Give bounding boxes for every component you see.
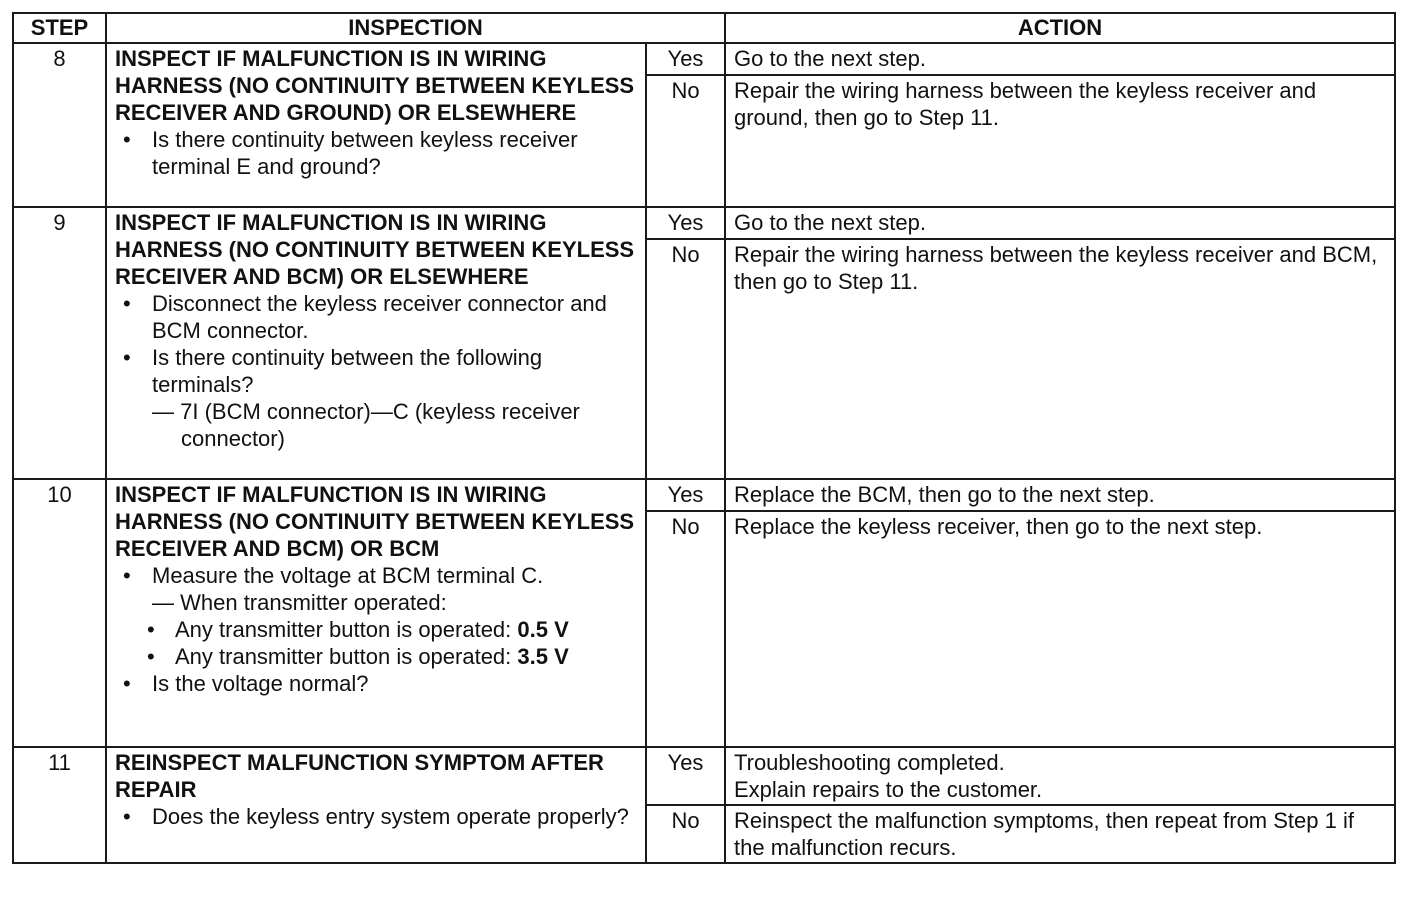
- step-number: 8: [13, 43, 106, 207]
- no-action: Repair the wiring harness between the keyless receiver and BCM, then go to Step 11.: [725, 239, 1395, 479]
- step-number: 11: [13, 747, 106, 863]
- header-step: STEP: [13, 13, 106, 43]
- table-row: [13, 479, 1395, 511]
- yes-action: Go to the next step.: [725, 43, 1395, 75]
- bullet-item: • Measure the voltage at BCM terminal C.: [115, 562, 637, 589]
- table-row: [13, 747, 1395, 805]
- bullet-item: • Does the keyless entry system operate properly?: [115, 803, 637, 830]
- dash-item: — 7I (BCM connector)—C (keyless receiver: [152, 399, 580, 424]
- inspection-cell: [106, 479, 646, 747]
- bullet-item: • Disconnect the keyless receiver connector and BCM connector.: [115, 290, 637, 344]
- yes-label: Yes: [646, 747, 725, 805]
- yes-label: Yes: [646, 207, 725, 239]
- inspection-heading: INSPECT IF MALFUNCTION IS IN WIRING HARNESS (NO CONTINUITY BETWEEN KEYLESS RECEIVER AND BCM) OR ELSEWHERE: [115, 210, 635, 289]
- inspection-heading: INSPECT IF MALFUNCTION IS IN WIRING HARNESS (NO CONTINUITY BETWEEN KEYLESS RECEIVER AND GROUND) OR ELSEWHERE: [115, 46, 635, 125]
- header-action: ACTION: [725, 13, 1395, 43]
- no-label: No: [646, 239, 725, 479]
- yes-action: Go to the next step.: [725, 207, 1395, 239]
- sub-bullet-item: [115, 616, 637, 643]
- inspection-heading: INSPECT IF MALFUNCTION IS IN WIRING HARNESS (NO CONTINUITY BETWEEN KEYLESS RECEIVER AND BCM) OR BCM: [115, 482, 635, 561]
- voltage-value: 3.5 V: [517, 644, 569, 669]
- no-label: No: [646, 75, 725, 207]
- yes-action-line: Troubleshooting completed.: [734, 750, 1005, 775]
- no-label: No: [646, 511, 725, 747]
- no-action: Repair the wiring harness between the keyless receiver and ground, then go to Step 11.: [725, 75, 1395, 207]
- yes-action: Replace the BCM, then go to the next step.: [725, 479, 1395, 511]
- inspection-bullets: [115, 290, 637, 398]
- inspection-bullets: [115, 562, 637, 589]
- dash-item-continuation: connector): [181, 426, 285, 451]
- step-number: 10: [13, 479, 106, 747]
- no-action: Reinspect the malfunction symptoms, then repeat from Step 1 if the malfunction recurs.: [725, 805, 1395, 863]
- table-row: [13, 43, 1395, 75]
- yes-label: Yes: [646, 479, 725, 511]
- bullet-item: • Is there continuity between the following terminals?: [115, 344, 637, 398]
- dash-item: — When transmitter operated:: [152, 590, 447, 615]
- no-label: No: [646, 805, 725, 863]
- troubleshooting-table: [12, 12, 1396, 864]
- header-inspection: INSPECTION: [106, 13, 725, 43]
- sub-bullets: [115, 616, 637, 670]
- diagnostic-procedure-sheet: [12, 12, 1394, 864]
- voltage-value: 0.5 V: [517, 617, 569, 642]
- inspection-bullets: [115, 803, 637, 830]
- sub-bullet-text: Any transmitter button is operated:: [175, 617, 518, 642]
- sub-bullet-item: [115, 643, 637, 670]
- table-header-row: [13, 13, 1395, 43]
- yes-label: Yes: [646, 43, 725, 75]
- inspection-cell: [106, 43, 646, 207]
- yes-action: [725, 747, 1395, 805]
- bullet-item: • Is the voltage normal?: [115, 670, 637, 697]
- no-action: Replace the keyless receiver, then go to the next step.: [725, 511, 1395, 747]
- step-number: 9: [13, 207, 106, 479]
- inspection-bullets: [115, 670, 637, 697]
- yes-action-line: Explain repairs to the customer.: [734, 777, 1043, 802]
- inspection-cell: [106, 747, 646, 863]
- inspection-bullets: [115, 126, 637, 180]
- sub-bullet-text: Any transmitter button is operated:: [175, 644, 518, 669]
- bullet-item: • Is there continuity between keyless receiver terminal E and ground?: [115, 126, 637, 180]
- inspection-cell: [106, 207, 646, 479]
- table-row: [13, 207, 1395, 239]
- inspection-heading: REINSPECT MALFUNCTION SYMPTOM AFTER REPAIR: [115, 750, 604, 802]
